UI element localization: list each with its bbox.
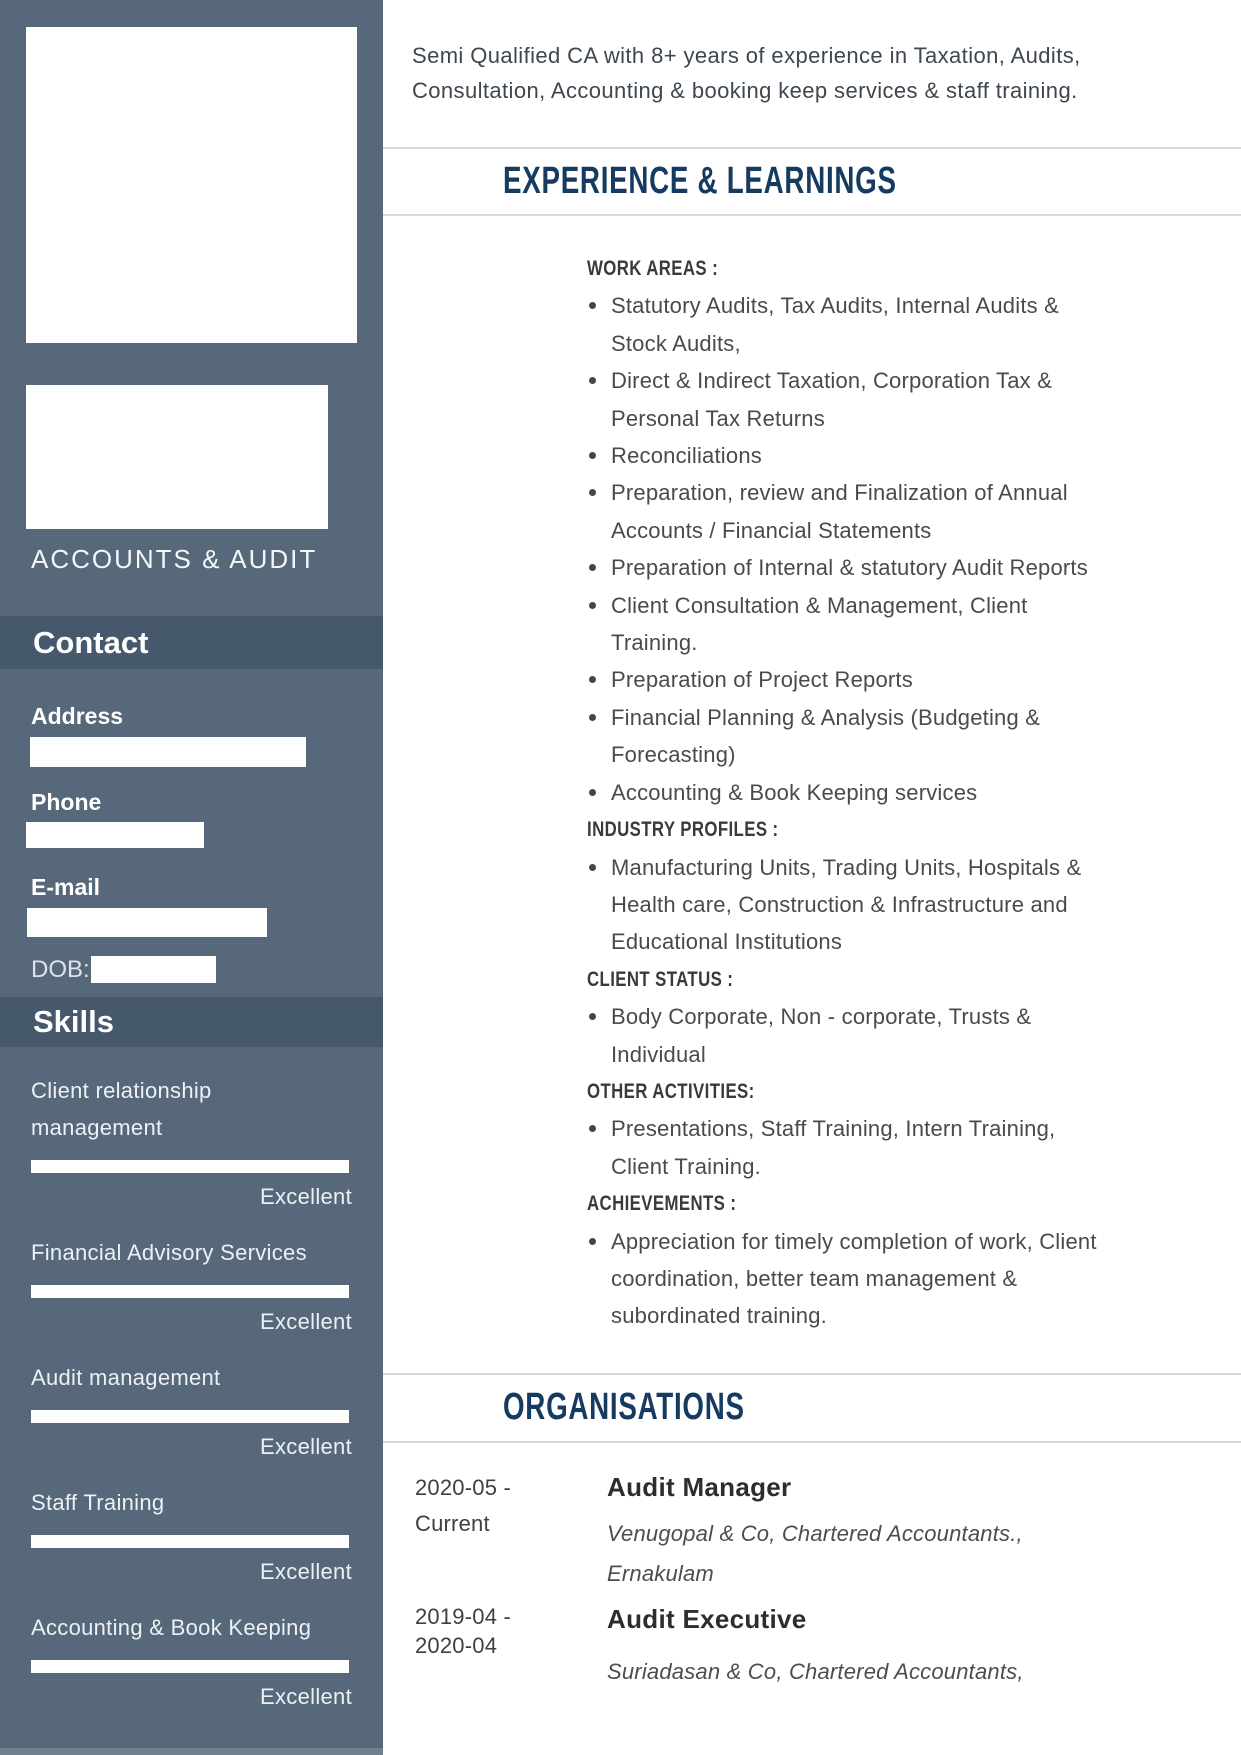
experience-group-label-text: OTHER ACTIVITIES: (587, 1079, 755, 1103)
experience-group-label (587, 961, 1105, 998)
bullet-item: Accounting & Book Keeping services (587, 774, 1105, 811)
organisations-heading: ORGANISATIONS (503, 1386, 745, 1428)
sidebar (0, 0, 383, 1748)
profile-summary-line: Consultation, Accounting & booking keep services & staff training. (412, 78, 1078, 103)
experience-group-label (587, 811, 1105, 848)
email-label: E-mail (31, 874, 101, 900)
organisation-period (415, 1470, 607, 1602)
bullet-item: Client Consultation & Management, Client Training. (587, 587, 1105, 662)
address-redaction-box (30, 737, 306, 767)
experience-group-label (587, 1185, 1105, 1222)
skill-name: Financial Advisory Services (31, 1240, 307, 1265)
bullet-item: Manufacturing Units, Trading Units, Hospitals & Health care, Construction & Infrastructure and Educational Institutions (587, 849, 1105, 961)
dob-redaction-box (91, 956, 216, 983)
period-end: Current (415, 1511, 490, 1536)
sidebar-bottom-strip (0, 1748, 383, 1755)
skill-name: Client relationship management (31, 1078, 212, 1140)
organisation-period (415, 1602, 607, 1734)
phone-label: Phone (31, 789, 102, 815)
skill-level-bar (31, 1660, 349, 1673)
skill-name: Staff Training (31, 1490, 165, 1515)
experience-group (587, 811, 1105, 961)
skill-level-bar (31, 1160, 349, 1173)
bullet-item: Direct & Indirect Taxation, Corporation Tax & Personal Tax Returns (587, 362, 1105, 437)
bullet-item: Preparation, review and Finalization of Annual Accounts / Financial Statements (587, 474, 1105, 549)
email-redaction-box (27, 908, 267, 937)
organisations-list (415, 1470, 1225, 1734)
skills-list (31, 1072, 352, 1734)
organisation-entry (415, 1470, 1225, 1602)
name-placeholder (26, 385, 328, 529)
experience-heading: EXPERIENCE & LEARNINGS (503, 160, 897, 202)
bullet-item: Statutory Audits, Tax Audits, Internal Audits & Stock Audits, (587, 287, 1105, 362)
period-end: 2020-04 (415, 1633, 498, 1658)
organisation-details (607, 1602, 1127, 1734)
skill-level-label: Excellent (260, 1184, 352, 1209)
skill-level-label: Excellent (260, 1309, 352, 1334)
experience-group-label (587, 1073, 1105, 1110)
experience-bullet-list (587, 1110, 1105, 1185)
skill-level-bar (31, 1535, 349, 1548)
experience-group (587, 1185, 1105, 1335)
skill-item (31, 1484, 352, 1585)
skill-item (31, 1072, 352, 1210)
skill-item (31, 1234, 352, 1335)
period-start: 2019-04 - (415, 1604, 511, 1629)
bullet-item: Appreciation for timely completion of work, Client coordination, better team management & subordinated training. (587, 1223, 1105, 1335)
experience-bullet-list (587, 849, 1105, 961)
photo-placeholder (26, 27, 357, 343)
experience-group-label-text: INDUSTRY PROFILES : (587, 818, 779, 842)
organisation-details (607, 1470, 1127, 1602)
experience-group (587, 1073, 1105, 1185)
phone-redaction-box (26, 822, 204, 848)
organisations-section-band (383, 1373, 1241, 1443)
skill-level-label: Excellent (260, 1684, 352, 1709)
bullet-item: Presentations, Staff Training, Intern Training, Client Training. (587, 1110, 1105, 1185)
experience-bullet-list (587, 998, 1105, 1073)
bullet-item: Financial Planning & Analysis (Budgeting & Forecasting) (587, 699, 1105, 774)
bullet-item: Reconciliations (587, 437, 1105, 474)
skill-item (31, 1609, 352, 1710)
skill-level-bar (31, 1285, 349, 1298)
role-title: ACCOUNTS & AUDIT (31, 544, 318, 574)
bullet-item: Body Corporate, Non - corporate, Trusts & Individual (587, 998, 1105, 1073)
job-title: Audit Executive (607, 1604, 807, 1634)
experience-bullet-list (587, 1223, 1105, 1335)
experience-group (587, 961, 1105, 1073)
address-label: Address (31, 703, 124, 729)
experience-group-label-text: ACHIEVEMENTS : (587, 1192, 737, 1216)
skill-name: Audit management (31, 1365, 221, 1390)
period-start: 2020-05 - (415, 1475, 511, 1500)
experience-bullet-list (587, 287, 1105, 811)
experience-group-label-text: CLIENT STATUS : (587, 967, 734, 991)
experience-groups (587, 250, 1105, 1335)
experience-section-band (383, 147, 1241, 216)
dob-label: DOB: (31, 956, 90, 983)
company-name: Venugopal & Co, Chartered Accountants., Ernakulam (607, 1521, 1023, 1586)
contact-heading-label: Contact (33, 625, 149, 660)
contact-section-header (0, 616, 383, 669)
skill-level-label: Excellent (260, 1559, 352, 1584)
job-title: Audit Manager (607, 1472, 792, 1502)
skill-level-label: Excellent (260, 1434, 352, 1459)
skills-section-header (0, 997, 383, 1047)
profile-summary-line: Semi Qualified CA with 8+ years of experience in Taxation, Audits, (412, 43, 1081, 68)
experience-group-label-text: WORK AREAS : (587, 257, 719, 280)
skill-level-bar (31, 1410, 349, 1423)
organisation-entry (415, 1602, 1225, 1734)
profile-summary (412, 38, 1102, 108)
experience-group-label (587, 250, 1105, 287)
bullet-item: Preparation of Internal & statutory Audit Reports (587, 549, 1105, 586)
skills-heading-label: Skills (33, 1004, 114, 1039)
skill-name: Accounting & Book Keeping (31, 1615, 312, 1640)
company-name: Suriadasan & Co, Chartered Accountants, (607, 1659, 1024, 1684)
bullet-item: Preparation of Project Reports (587, 661, 1105, 698)
skill-item (31, 1359, 352, 1460)
experience-group (587, 250, 1105, 811)
